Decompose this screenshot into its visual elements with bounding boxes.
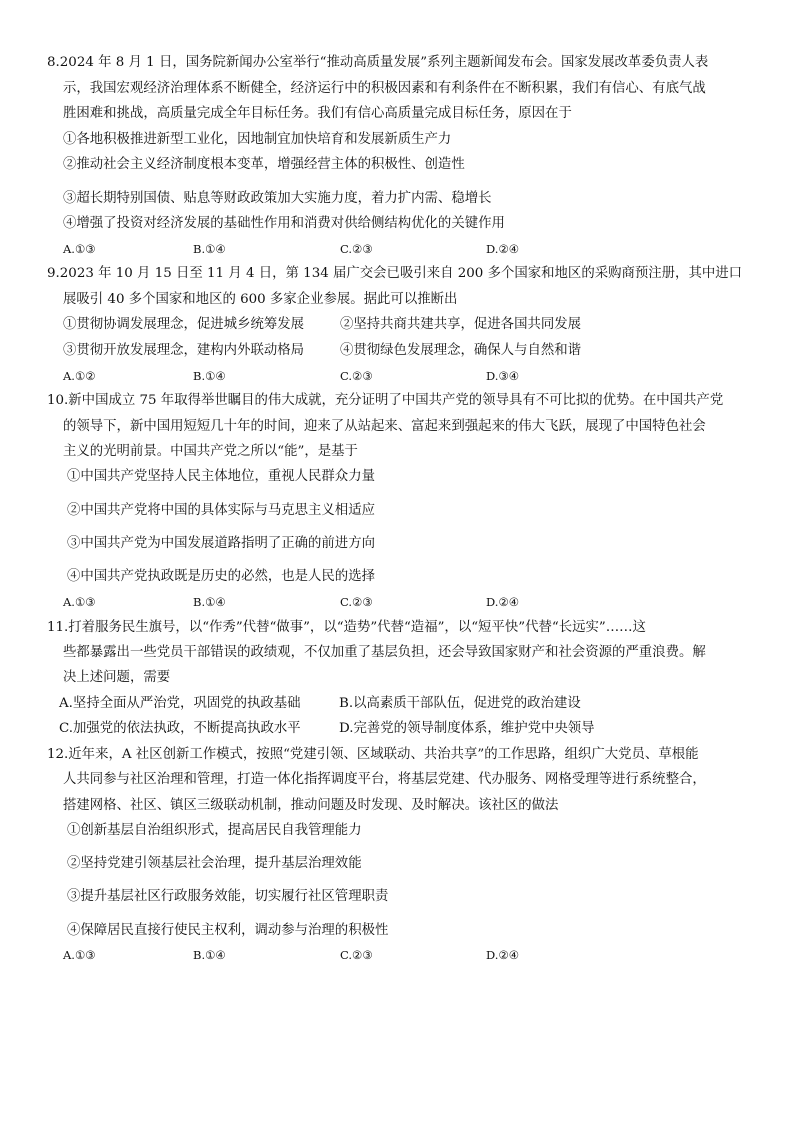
statement-4: ④中国共产党执政既是历史的必然，也是人民的选择: [67, 569, 375, 584]
option-d[interactable]: D.②④: [486, 595, 520, 609]
option-d[interactable]: D.②④: [486, 948, 520, 962]
statement-4: ④保障居民直接行使民主权利，调动参与治理的积极性: [67, 923, 389, 938]
option-a[interactable]: A.①③: [63, 595, 96, 609]
question-stem-line: 9.2023 年 10 月 15 日至 11 月 4 日，第 134 届广交会已吸引来自 200 多个国家和地区的采购商预注册，其中进口: [47, 266, 743, 281]
question-stem-line: 的领导下，新中国用短短几十年的时间，迎来了从站起来、富起来到强起来的伟大飞跃，展现了中国特色社会: [63, 419, 706, 434]
question-stem-line: 些都暴露出一些党员干部错误的政绩观，不仅加重了基层负担，还会导致国家财产和社会资源的严重浪费。解: [63, 645, 706, 660]
statement-1: ①创新基层自治组织形式，提高居民自我管理能力: [67, 823, 362, 838]
option-b[interactable]: B.①④: [193, 242, 226, 256]
question-stem-line: 胜困难和挑战，高质量完成全年目标任务。我们有信心高质量完成目标任务，原因在于: [63, 106, 572, 121]
option-c[interactable]: C.②③: [340, 242, 373, 256]
statement-2: ②坚持党建引领基层社会治理，提升基层治理效能: [67, 856, 362, 871]
question-stem-line: 示，我国宏观经济治理体系不断健全，经济运行中的积极因素和有利条件在不断积累，我们有信心、有底气战: [63, 81, 706, 96]
question-stem-line: 决上述问题，需要: [63, 670, 171, 685]
option-c[interactable]: C.加强党的依法执政，不断提高执政水平: [59, 721, 301, 736]
statement-2: ②推动社会主义经济制度根本变革，增强经营主体的积极性、创造性: [63, 157, 465, 172]
option-c[interactable]: C.②③: [340, 948, 373, 962]
option-b[interactable]: B.以高素质干部队伍，促进党的政治建设: [339, 696, 581, 711]
statement-4: ④贯彻绿色发展理念，确保人与自然和谐: [340, 343, 582, 358]
question-stem-line: 8.2024 年 8 月 1 日，国务院新闻办公室举行“推动高质量发展”系列主题新闻发布会。国家发展改革委负责人表: [47, 55, 709, 70]
statement-3: ③提升基层社区行政服务效能，切实履行社区管理职责: [67, 889, 389, 904]
option-b[interactable]: B.①④: [193, 595, 226, 609]
question-stem-line: 展吸引 40 多个国家和地区的 600 多家企业参展。据此可以推断出: [63, 292, 458, 307]
option-d[interactable]: D.③④: [486, 369, 520, 383]
option-c[interactable]: C.②③: [340, 595, 373, 609]
statement-3: ③中国共产党为中国发展道路指明了正确的前进方向: [67, 536, 375, 551]
option-a[interactable]: A.①③: [63, 242, 96, 256]
statement-1: ①贯彻协调发展理念，促进城乡统筹发展: [63, 317, 305, 332]
question-stem-line: 12.近年来，A 社区创新工作模式，按照“党建引领、区域联动、共治共享”的工作思路，组织广大党员、草根能: [47, 747, 699, 762]
statement-1: ①各地积极推进新型工业化，因地制宜加快培育和发展新质生产力: [63, 132, 452, 147]
option-a[interactable]: A.①③: [63, 948, 96, 962]
question-stem-line: 搭建网格、社区、镇区三级联动机制，推动问题及时发现、及时解决。该社区的做法: [63, 798, 559, 813]
statement-3: ③贯彻开放发展理念，建构内外联动格局: [63, 343, 305, 358]
question-stem-line: 11.打着服务民生旗号，以“作秀”代替“做事”，以“造势”代替“造福”，以“短平快”代替“长远实”……这: [47, 620, 646, 635]
statement-4: ④增强了投资对经济发展的基础性作用和消费对供给侧结构优化的关键作用: [63, 216, 505, 231]
statement-2: ②坚持共商共建共享，促进各国共同发展: [340, 317, 582, 332]
statement-1: ①中国共产党坚持人民主体地位，重视人民群众力量: [67, 469, 375, 484]
option-c[interactable]: C.②③: [340, 369, 373, 383]
option-d[interactable]: D.完善党的领导制度体系，维护党中央领导: [339, 721, 595, 736]
statement-2: ②中国共产党将中国的具体实际与马克思主义相适应: [67, 503, 375, 518]
question-stem-line: 人共同参与社区治理和管理，打造一体化指挥调度平台，将基层党建、代办服务、网格受理等进行系统整合，: [63, 772, 706, 787]
option-b[interactable]: B.①④: [193, 369, 226, 383]
option-a[interactable]: A.①②: [63, 369, 96, 383]
statement-3: ③超长期特别国债、贴息等财政政策加大实施力度，着力扩内需、稳增长: [63, 191, 492, 206]
question-stem-line: 10.新中国成立 75 年取得举世瞩目的伟大成就，充分证明了中国共产党的领导具有不可比拟的优势。在中国共产党: [47, 393, 724, 408]
question-stem-line: 主义的光明前景。中国共产党之所以“能”，是基于: [63, 444, 358, 459]
option-a[interactable]: A.坚持全面从严治党，巩固党的执政基础: [59, 696, 301, 711]
option-d[interactable]: D.②④: [486, 242, 520, 256]
option-b[interactable]: B.①④: [193, 948, 226, 962]
